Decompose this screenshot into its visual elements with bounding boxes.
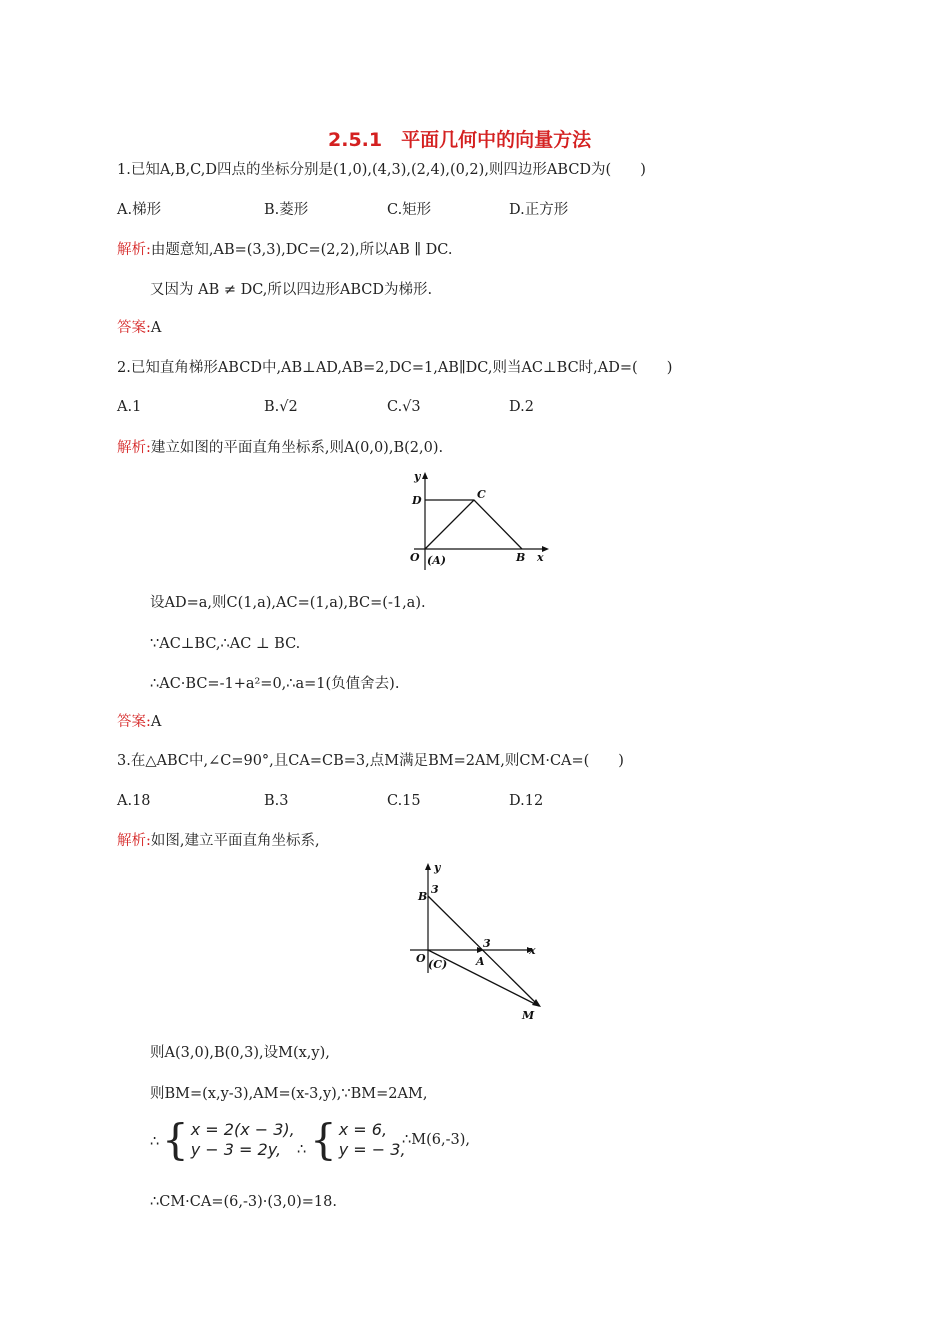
q3-option-a: A.18 [117,793,151,809]
q3-solution-line4: ∴M(6,-3), [402,1132,470,1148]
q2-fig-y-arrow [422,472,428,479]
q2-fig-label-x: x [537,551,544,564]
q2-solution-line3: ∵AC⊥BC,∴AC ⊥ BC. [150,636,301,652]
q1-stem: 1.已知A,B,C,D四点的坐标分别是(1,0),(4,3),(2,4),(0,2),则四边形ABCD为( ) [117,162,646,178]
q3-fig-label-o: O [416,952,426,965]
q3-figure [406,858,554,1026]
q3-option-b: B.3 [264,793,289,809]
q1-answer-label: 答案: [117,320,151,336]
q2-answer [117,712,161,732]
q2-options [117,397,817,417]
q3-fig-label-m: M [522,1009,535,1022]
q3-fig-label-x: x [529,944,536,957]
q1-option-d: D.正方形 [509,202,569,218]
q3-option-d: D.12 [509,793,544,809]
q3-options [117,791,817,811]
q2-fig-label-c: C [477,488,486,501]
q2-fig-diagonal-ac [425,500,474,549]
q1-solution-line1 [117,240,452,260]
q2-answer-label: 答案: [117,714,151,730]
q3-fig-label-a: A [476,955,485,968]
q3-fig-line-bm [428,896,539,1006]
q2-solution-line4: ∴AC·BC=-1+a²=0,∴a=1(负值舍去). [150,676,400,692]
q1-options [117,200,817,220]
q2-answer-value: A [150,714,162,730]
q3-therefore-2: ∴ [297,1142,307,1158]
q2-option-d: D.2 [509,399,534,415]
q3-stem: 3.在△ABC中,∠C=90°,且CA=CB=3,点M满足BM=2AM,则CM·CA=( ) [117,753,624,769]
q3-fig-label-c: (C) [428,958,448,971]
q3-system-2-brace: { [310,1115,337,1164]
page-title: 2.5.1 平面几何中的向量方法 [328,129,592,151]
q3-solution-line1 [117,831,320,851]
q1-answer [117,318,161,338]
q1-solution-label: 解析: [117,242,151,258]
q3-system-1-bottom: y − 3 = 2y, [190,1140,282,1159]
q2-stem: 2.已知直角梯形ABCD中,AB⊥AD,AB=2,DC=1,AB∥DC,则当AC⊥BC时,AD=( ) [117,360,673,376]
q2-fig-label-d: D [412,494,422,507]
q3-solution-line5: ∴CM·CA=(6,-3)·(3,0)=18. [150,1194,337,1210]
q3-solution-line2: 则A(3,0),B(0,3),设M(x,y), [150,1045,330,1061]
q3-option-c: C.15 [387,793,421,809]
q2-option-c: C.√3 [387,399,421,415]
q1-option-b: B.菱形 [264,202,309,218]
q2-fig-label-y: y [414,470,421,483]
q2-solution-line1 [117,438,443,458]
q1-solution-text1: 由题意知,AB=(3,3),DC=(2,2),所以AB ∥ DC. [150,242,453,258]
q2-figure [400,468,555,573]
q2-fig-label-o: O [410,551,420,564]
q3-system-1-brace: { [162,1115,189,1164]
q1-answer-value: A [150,320,162,336]
q3-fig-label-a3: 3 [483,937,491,950]
q1-option-c: C.矩形 [387,202,432,218]
q3-fig-label-b3: 3 [431,883,439,896]
q2-option-a: A.1 [117,399,142,415]
q3-solution-label: 解析: [117,833,151,849]
q3-therefore-1: ∴ [150,1134,160,1150]
q3-system-1 [162,1115,295,1164]
q3-fig-y-arrow [425,863,431,870]
q3-system-2 [310,1115,406,1164]
q3-solution-line3: 则BM=(x,y-3),AM=(x-3,y),∵BM=2AM, [150,1086,428,1102]
q3-system-1-top: x = 2(x − 3), [190,1120,295,1139]
q2-fig-label-b: B [516,551,526,564]
q3-system-2-bottom: y = − 3, [338,1140,406,1159]
q3-solution-text1: 如图,建立平面直角坐标系, [150,833,320,849]
q2-solution-line2: 设AD=a,则C(1,a),AC=(1,a),BC=(-1,a). [150,595,426,611]
q2-fig-trapezoid [425,500,522,549]
q3-fig-label-y: y [434,861,441,874]
q3-fig-label-b: B [418,890,428,903]
q3-system-2-top: x = 6, [338,1120,388,1139]
q2-fig-label-a: (A) [427,554,446,567]
q2-solution-text1: 建立如图的平面直角坐标系,则A(0,0),B(2,0). [150,440,444,456]
q2-solution-label: 解析: [117,440,151,456]
q2-option-b: B.√2 [264,399,298,415]
q1-solution-line2: 又因为 AB ≠ DC,所以四边形ABCD为梯形. [150,282,433,298]
q1-option-a: A.梯形 [117,202,162,218]
